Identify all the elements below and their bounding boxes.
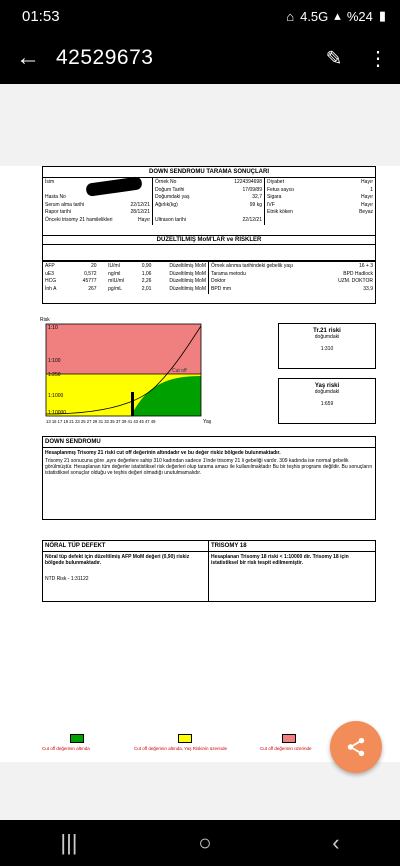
legend-red-swatch	[282, 734, 296, 743]
mom-row: HCG 45777 mIU/ml 2,26 Düzeltilmiş MoM	[45, 278, 206, 284]
mom-row: İnh A 267 pg/mL 2,01 Düzeltilmiş MoM	[45, 285, 206, 292]
patient-col-mid: Örnek No 1224394698 Doğum Tarihi 17/09/89 Doğumdaki yaş 32,7 Ağırlık(kg) 99 kg Ultrason tarihi 22/12/21	[153, 178, 265, 225]
back-nav-icon[interactable]: ‹	[332, 830, 340, 855]
down-title: DOWN SENDROMU	[43, 437, 375, 448]
chart-y-100: 1:100	[48, 358, 61, 364]
chart-y-1000: 1:1000	[48, 393, 64, 399]
chart-y-bottom: 1:10000	[48, 410, 67, 416]
chart-x-label: Yaş	[203, 419, 212, 425]
edit-pencil-icon[interactable]: ✎	[325, 47, 343, 70]
status-time: 01:53	[22, 7, 60, 25]
chart-y-top: 1:10	[48, 325, 58, 331]
risk-chart	[36, 316, 216, 434]
patient-info-table	[42, 166, 376, 261]
app-bar	[0, 32, 400, 84]
ntd-section: NÖRAL TÜP DEFEKT Nöral tüp defekt için düzeltilmiş AFP MoM değeri (0,90) riskiz bölgede bulunmaktadır. NTD Risk - 1:31122	[43, 541, 209, 601]
legend-green-label: Cut off değerinin altında	[42, 746, 90, 751]
ntd-t18-block	[42, 540, 376, 602]
down-syndrome-block	[42, 436, 376, 520]
home-icon[interactable]: ○	[198, 830, 212, 855]
battery-text: %24	[346, 8, 373, 24]
share-button[interactable]	[330, 721, 382, 773]
legend-red-label: Cut off değerinin üzerinde	[260, 746, 312, 751]
document-page	[0, 166, 400, 762]
mom-col-right: Örnek alınma tarihindeki gebelik yaşı 16 + 3 Tarama metodu BPD Hadlock Doktor UZM. DOKTOR BPD mm 33,9	[211, 263, 373, 292]
chart-cutoff-label: Cut off	[172, 368, 187, 374]
battery-icon: ▮	[378, 8, 386, 23]
system-nav-bar	[0, 820, 400, 866]
chart-y-250: 1:250	[48, 372, 61, 378]
signal-icon: ▴	[334, 8, 341, 23]
document-viewer[interactable]	[0, 84, 400, 820]
mom-row: AFP 20 IU/ml 0,90 Düzeltilmiş MoM	[45, 263, 206, 269]
mom-section-title: DÜZELTİLMİŞ MoM'LAR ve RİSKLER	[43, 235, 375, 245]
age-risk-box: Yaş riski doğumdaki 1:659	[278, 378, 376, 424]
share-icon	[345, 736, 367, 758]
patient-marker	[131, 392, 134, 416]
page-title: 42529673	[56, 46, 154, 69]
legend-yellow-label: Cut off değerinin altında, Yaş Riskinin üzerinde	[134, 746, 228, 751]
down-summary: Hesaplanmış Trisomy 21 riski cut off değerinin altındadır ve bu değer riskiz bölgede bulunmaktadır.	[45, 450, 281, 456]
patient-col-right: Diyabet Hayır Fetus sayısı 1 Sigara Hayır IVF Hayır Etnik köken Beyaz	[267, 179, 373, 215]
down-text: Trisomy 21 sonucuna göre ,aynı değerlere sahip 310 kadından sadece 1'inde trisomy 21 li gebeliği vardır. 309 kadında ise normal gebelik görülmüştür. Hesaplanan tüm değerler istatistiksel risk değerleri olup tarama amacı ile kullanılmaktadır Bu bir teşhis programı değildir. Bu sonuçların istatistiksel sonuçlar olduğu ve teşhis değeri olmadığı unutulmamalıdır.	[45, 458, 373, 476]
t18-section: TRISOMY 18 Hesaplanan Trisomy 18 riski < 1:10000 dir. Trisomy 18 için istatistiksel bir risk tespit edilmemiştir.	[209, 541, 375, 601]
report-title: DOWN SENDROMU TARAMA SONUÇLARI	[43, 167, 375, 178]
lock-icon: ⌂	[286, 8, 295, 24]
more-options-icon[interactable]: ⋮	[368, 47, 388, 70]
recent-apps-icon[interactable]: |||	[60, 830, 78, 855]
tr21-risk-box: Tr.21 riski doğumdaki 1:310	[278, 323, 376, 369]
network-label: 4.5G	[300, 8, 329, 24]
back-icon[interactable]: ←	[16, 44, 40, 71]
patient-col-left: İsim Hasta No Serum alma tarihi 22/12/21 Rapor tarihi 28/12/21 Önceki trisomy 21 hamilelikleri Hayır	[43, 178, 153, 225]
mom-table	[42, 261, 376, 304]
risk-zone-red	[46, 324, 201, 374]
status-bar	[0, 0, 400, 32]
mom-col-left	[43, 262, 209, 294]
status-icons	[286, 8, 386, 24]
chart-risk-label: Risk	[40, 317, 50, 323]
legend-yellow-swatch	[178, 734, 192, 743]
mom-row: uE3 0,572 ng/ml 1,06 Düzeltilmiş MoM	[45, 270, 206, 277]
legend-green-swatch	[70, 734, 84, 743]
chart-x-ticks: 13 15 17 19 21 23 25 27 29 31 33 35 37 39 41 43 45 47 49	[46, 419, 156, 424]
